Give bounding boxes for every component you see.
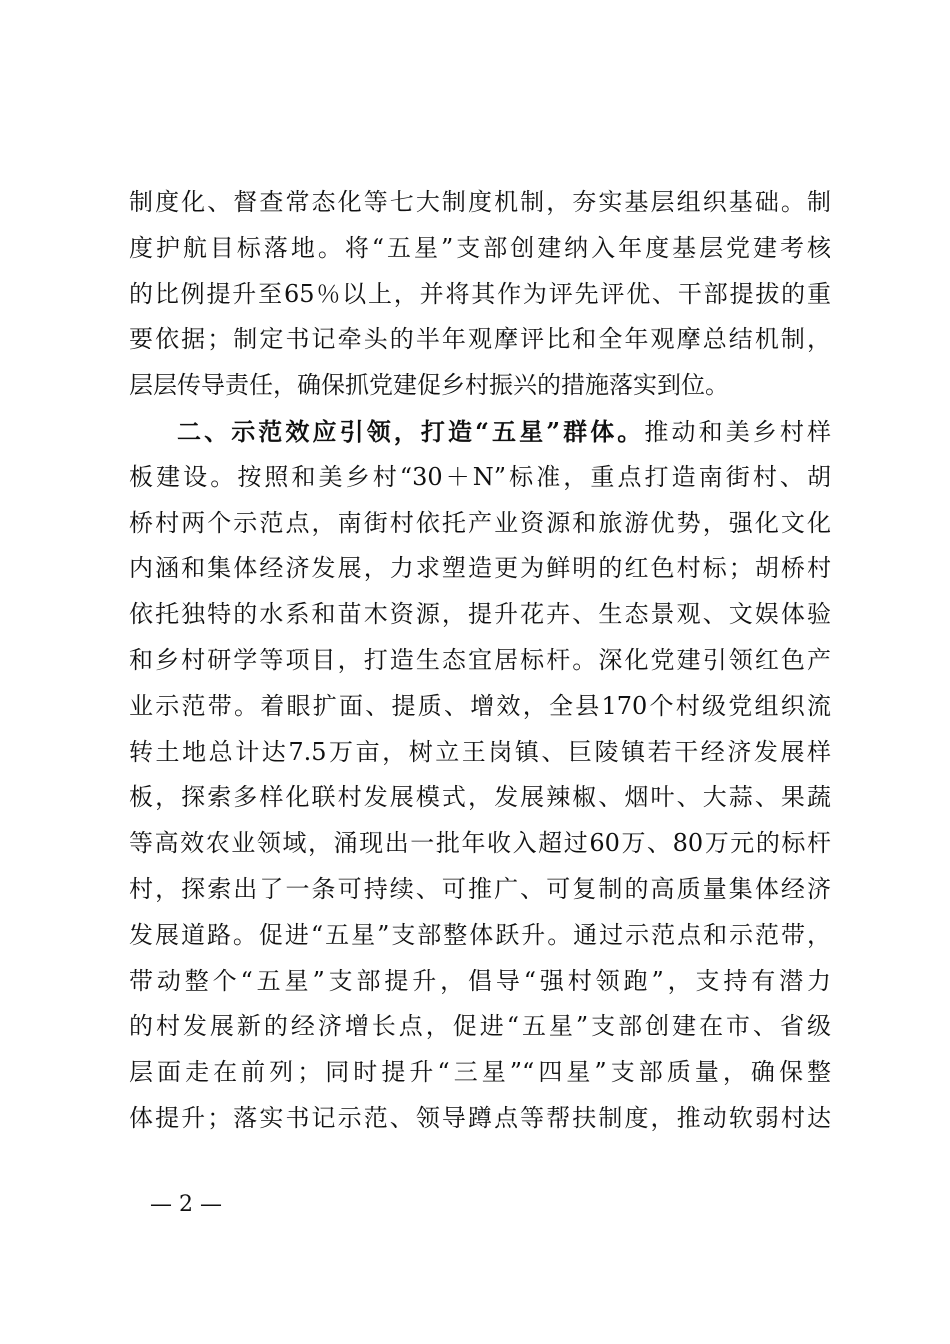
page-number: — 2 —	[150, 1192, 222, 1217]
text-line: 和乡村研学等项目，打造生态宜居标杆。深化党建引领红色产	[129, 645, 831, 674]
text-line-first	[129, 409, 831, 455]
text-line: 内涵和集体经济发展，力求塑造更为鲜明的红色村标；胡桥村	[129, 554, 831, 583]
text-line: 桥村两个示范点，南街村依托产业资源和旅游优势，强化文化	[129, 508, 831, 537]
text-line: 度护航目标落地。将“五星”支部创建纳入年度基层党建考核	[129, 233, 831, 262]
text-line: 板，探索多样化联村发展模式，发展辣椒、烟叶、大蒜、果蔬	[129, 783, 831, 812]
heading-line-rest: 推动和美乡村样	[644, 417, 832, 446]
text-line: 板建设。按照和美乡村“30＋N”标准，重点打造南街村、胡	[129, 462, 831, 491]
text-line: 的比例提升至65％以上，并将其作为评先评优、干部提拔的重	[129, 279, 831, 308]
text-line: 发展道路。促进“五星”支部整体跃升。通过示范点和示范带，	[129, 920, 831, 949]
text-line: 层面走在前列；同时提升“三星”“四星”支部质量，确保整	[129, 1058, 831, 1087]
text-line: 转土地总计达7.5万亩，树立王岗镇、巨陵镇若干经济发展样	[129, 737, 831, 766]
text-line: 带动整个“五星”支部提升，倡导“强村领跑”，支持有潜力	[129, 966, 831, 995]
document-body	[129, 180, 831, 1142]
text-line: 要依据；制定书记牵头的半年观摩评比和全年观摩总结机制，	[129, 325, 831, 354]
text-line: 业示范带。着眼扩面、提质、增效，全县170个村级党组织流	[129, 691, 831, 720]
paragraph-2	[129, 409, 831, 1142]
text-line: 层层传导责任，确保抓党建促乡村振兴的措施落实到位。	[129, 371, 729, 400]
paragraph-1	[129, 180, 831, 409]
text-line: 的村发展新的经济增长点，促进“五星”支部创建在市、省级	[129, 1012, 831, 1041]
text-line: 制度化、督查常态化等七大制度机制，夯实基层组织基础。制	[129, 188, 831, 216]
text-line: 体提升；落实书记示范、领导蹲点等帮扶制度，推动软弱村达	[129, 1103, 831, 1132]
text-line: 等高效农业领域，涌现出一批年收入超过60万、80万元的标杆	[129, 829, 831, 858]
text-line: 依托独特的水系和苗木资源，提升花卉、生态景观、文娱体验	[129, 600, 831, 629]
section-heading: 二、示范效应引领，打造“五星”群体。	[177, 416, 645, 446]
text-line: 村，探索出了一条可持续、可推广、可复制的高质量集体经济	[129, 874, 831, 903]
